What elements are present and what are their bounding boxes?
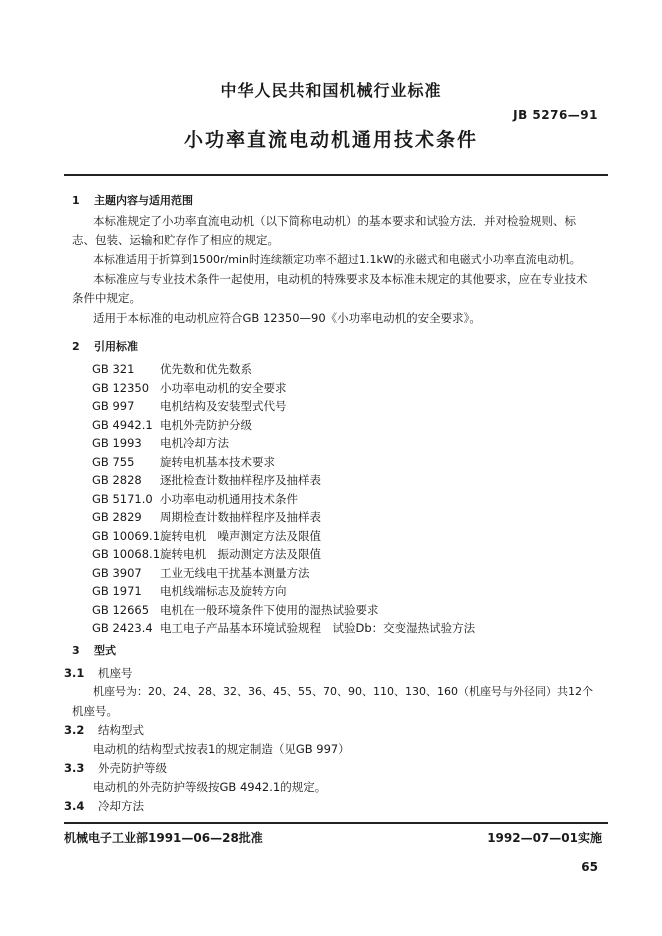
reference-title: 旋转电机 振动测定方法及限值 (160, 547, 321, 561)
reference-title: 优先数和优先数系 (160, 362, 252, 376)
reference-item (92, 358, 475, 377)
reference-item (92, 469, 475, 488)
reference-item (92, 562, 475, 581)
paragraph-line: 本标准规定了小功率直流电动机（以下简称电动机）的基本要求和试验方法．并对检验规则、标 (93, 214, 576, 228)
footer-rule (64, 822, 608, 824)
reference-code: GB 3907 (92, 565, 142, 580)
section-1-heading (72, 192, 193, 208)
reference-item (92, 395, 475, 414)
reference-code: GB 10069.1 (92, 528, 161, 543)
paragraph-line: 适用于本标准的电动机应符合GB 12350—90《小功率电动机的安全要求》。 (93, 311, 481, 325)
reference-code: GB 997 (92, 399, 135, 413)
reference-code: GB 321 (92, 362, 135, 376)
reference-item (92, 414, 475, 433)
section-number: 1 (72, 194, 80, 207)
reference-code: GB 10068.1 (92, 547, 161, 561)
reference-item (92, 599, 475, 618)
paragraph-line: 电动机的结构型式按表1的规定制造（见GB 997） (93, 742, 350, 756)
subsection-3-4-heading (64, 797, 144, 815)
standard-code: JB 5276—91 (513, 108, 598, 122)
reference-title: 电工电子产品基本环境试验规程 试验Db：交变湿热试验方法 (160, 621, 476, 635)
reference-title: 小功率电动机的安全要求 (160, 380, 287, 395)
reference-code: GB 2423.4 (92, 621, 153, 635)
reference-item (92, 451, 475, 470)
reference-title: 旋转电机基本技术要求 (160, 454, 275, 469)
reference-item (92, 488, 475, 507)
reference-title: 电机在一般环境条件下使用的湿热试验要求 (160, 602, 379, 617)
reference-title: 旋转电机 噪声测定方法及限值 (160, 528, 321, 543)
section-title: 引用标准 (94, 340, 138, 353)
subsection-number: 3.4 (64, 799, 85, 813)
section-number: 2 (72, 340, 80, 353)
reference-title: 电机外壳防护分级 (160, 417, 252, 432)
organization-title: 中华人民共和国机械行业标准 (220, 81, 442, 100)
reference-list (92, 358, 475, 636)
document-title: 小功率直流电动机通用技术条件 (183, 129, 478, 151)
section-2-heading (72, 338, 138, 354)
reference-code: GB 12665 (92, 602, 150, 617)
subsection-title: 外壳防护等级 (98, 761, 167, 775)
reference-title: 周期检查计数抽样程序及抽样表 (160, 510, 321, 524)
section-title: 主题内容与适用范围 (94, 194, 193, 207)
reference-code: GB 5171.0 (92, 491, 153, 506)
subsection-3-3-heading (64, 759, 167, 777)
subsection-number: 3.3 (64, 761, 85, 775)
reference-code: GB 12350 (92, 380, 150, 395)
subsection-title: 机座号 (98, 666, 133, 680)
reference-item (92, 506, 475, 525)
approval-statement: 机械电子工业部1991—06—28批准 (64, 831, 263, 845)
reference-title: 电机冷却方法 (160, 436, 229, 450)
implementation-date: 1992—07—01实施 (487, 831, 602, 845)
reference-title: 小功率电动机通用技术条件 (160, 491, 298, 506)
reference-item (92, 432, 475, 451)
reference-code: GB 4942.1 (92, 417, 153, 432)
reference-item (92, 377, 475, 396)
reference-item (92, 543, 475, 562)
reference-title: 逐批检查计数抽样程序及抽样表 (160, 473, 321, 487)
reference-title: 电机结构及安装型式代号 (160, 399, 287, 413)
paragraph-line: 机座号。 (72, 704, 118, 718)
subsection-3-1-heading (64, 664, 133, 682)
subsection-title: 结构型式 (98, 723, 144, 737)
reference-item (92, 525, 475, 544)
reference-code: GB 2829 (92, 510, 142, 524)
reference-code: GB 2828 (92, 473, 142, 487)
paragraph-line: 条件中规定。 (72, 291, 141, 305)
paragraph-line: 电动机的外壳防护等级按GB 4942.1的规定。 (93, 780, 327, 794)
paragraph-line: 本标准适用于折算到1500r/min时连续额定功率不超过1.1kW的永磁式和电磁式小功率直流电动机。 (93, 253, 581, 266)
reference-code: GB 1993 (92, 436, 142, 450)
page-number: 65 (581, 860, 598, 874)
reference-title: 工业无线电干扰基本测量方法 (160, 565, 310, 580)
reference-title: 电机线端标志及旋转方向 (160, 584, 287, 598)
reference-item (92, 617, 475, 636)
reference-code: GB 1971 (92, 584, 142, 598)
subsection-number: 3.1 (64, 666, 85, 680)
subsection-title: 冷却方法 (98, 799, 144, 813)
section-3-heading (72, 642, 116, 658)
reference-item (92, 580, 475, 599)
section-title: 型式 (94, 644, 116, 657)
subsection-3-2-heading (64, 721, 144, 739)
subsection-number: 3.2 (64, 723, 85, 737)
paragraph-line: 本标准应与专业技术条件一起使用，电动机的特殊要求及本标准未规定的其他要求，应在专业技术 (93, 272, 588, 286)
header-rule (64, 174, 608, 176)
paragraph-line: 志、包装、运输和贮存作了相应的规定。 (72, 233, 279, 247)
section-number: 3 (72, 644, 80, 657)
reference-code: GB 755 (92, 454, 135, 469)
paragraph-line: 机座号为：20、24、28、32、36、45、55、70、90、110、130、160（机座号与外径同）共12个 (93, 685, 593, 698)
